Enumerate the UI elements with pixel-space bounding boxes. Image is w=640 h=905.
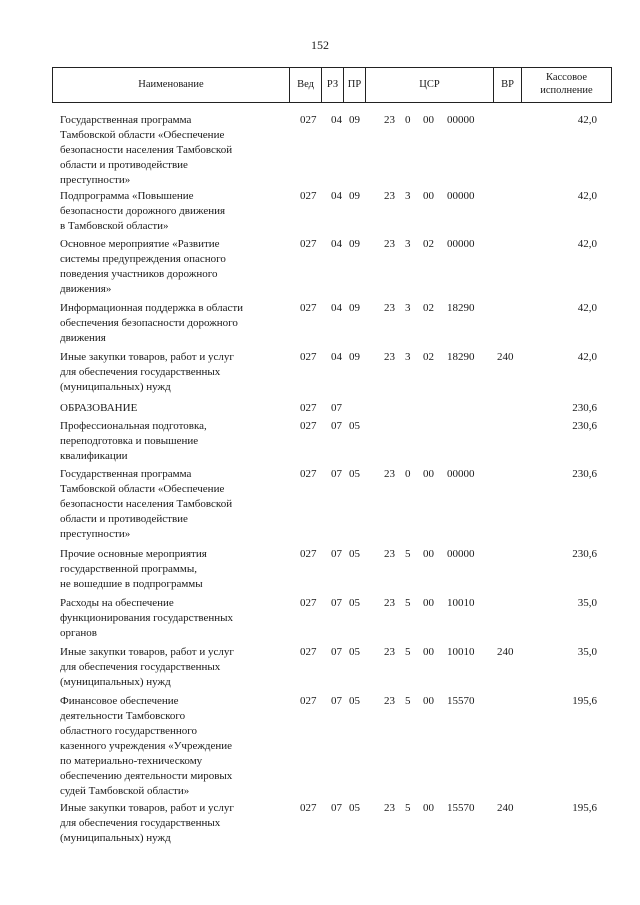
page-number: 152 bbox=[311, 38, 329, 52]
row-amount: 42,0 bbox=[577, 351, 597, 363]
row-pr: 09 bbox=[349, 190, 360, 202]
header-vr: ВР bbox=[493, 68, 521, 102]
row-csr-3: 00 bbox=[423, 114, 434, 126]
row-csr-3: 02 bbox=[423, 302, 434, 314]
row-ved: 027 bbox=[300, 646, 317, 658]
row-csr-2: 5 bbox=[405, 646, 411, 658]
row-csr-1: 23 bbox=[384, 190, 395, 202]
row-csr-2: 5 bbox=[405, 597, 411, 609]
row-csr-4: 18290 bbox=[447, 351, 475, 363]
row-amount: 42,0 bbox=[577, 190, 597, 202]
row-csr-3: 00 bbox=[423, 597, 434, 609]
row-amount: 195,6 bbox=[572, 802, 597, 814]
row-amount: 195,6 bbox=[572, 695, 597, 707]
row-csr-4: 00000 bbox=[447, 468, 475, 480]
row-ved: 027 bbox=[300, 802, 317, 814]
row-csr-3: 00 bbox=[423, 468, 434, 480]
header-name: Наименование bbox=[138, 78, 204, 90]
row-vr: 240 bbox=[497, 646, 514, 658]
header-ved: Вед bbox=[289, 68, 321, 102]
row-csr-4: 15570 bbox=[447, 695, 475, 707]
row-csr-4: 00000 bbox=[447, 190, 475, 202]
row-csr-3: 00 bbox=[423, 695, 434, 707]
row-ved: 027 bbox=[300, 114, 317, 126]
row-csr-3: 00 bbox=[423, 190, 434, 202]
row-vr: 240 bbox=[497, 802, 514, 814]
row-name: Профессиональная подготовка, переподготовка и повышение квалификации bbox=[60, 420, 207, 462]
row-ved: 027 bbox=[300, 302, 317, 314]
row-rz: 07 bbox=[331, 597, 342, 609]
row-amount: 35,0 bbox=[577, 646, 597, 658]
row-name: Подпрограмма «Повышение безопасности дорожного движения в Тамбовской области» bbox=[60, 190, 226, 232]
row-csr-2: 3 bbox=[405, 238, 411, 250]
row-csr-4: 18290 bbox=[447, 302, 475, 314]
row-ved: 027 bbox=[300, 468, 317, 480]
header-pr: ПР bbox=[343, 68, 365, 102]
row-csr-3: 02 bbox=[423, 238, 434, 250]
row-name: ОБРАЗОВАНИЕ bbox=[60, 402, 138, 414]
header-amount: Кассовое исполнение bbox=[521, 68, 611, 102]
row-rz: 04 bbox=[331, 238, 342, 250]
row-name: Финансовое обеспечение деятельности Тамбовского областного государственного казенного учреждения «Учреждение по материально-техническому обеспечению деятельности мировых судей Тамбовской области» bbox=[60, 695, 233, 797]
row-csr-3: 00 bbox=[423, 548, 434, 560]
row-ved: 027 bbox=[300, 597, 317, 609]
row-pr: 05 bbox=[349, 802, 360, 814]
row-name: Иные закупки товаров, работ и услуг для обеспечения государственных (муниципальных) нужд bbox=[60, 646, 234, 688]
row-csr-1: 23 bbox=[384, 468, 395, 480]
row-rz: 07 bbox=[331, 548, 342, 560]
row-name: Иные закупки товаров, работ и услуг для обеспечения государственных (муниципальных) нужд bbox=[60, 351, 234, 393]
row-rz: 04 bbox=[331, 114, 342, 126]
row-csr-2: 0 bbox=[405, 114, 411, 126]
row-csr-1: 23 bbox=[384, 548, 395, 560]
row-pr: 05 bbox=[349, 548, 360, 560]
row-amount: 230,6 bbox=[572, 402, 597, 414]
row-name: Государственная программа Тамбовской области «Обеспечение безопасности населения Тамбовской области и противодействие преступности» bbox=[60, 114, 233, 186]
row-csr-4: 10010 bbox=[447, 646, 475, 658]
row-rz: 04 bbox=[331, 190, 342, 202]
row-amount: 42,0 bbox=[577, 114, 597, 126]
row-amount: 230,6 bbox=[572, 548, 597, 560]
row-ved: 027 bbox=[300, 190, 317, 202]
row-pr: 05 bbox=[349, 695, 360, 707]
row-csr-1: 23 bbox=[384, 597, 395, 609]
row-rz: 07 bbox=[331, 646, 342, 658]
row-csr-4: 00000 bbox=[447, 548, 475, 560]
row-rz: 07 bbox=[331, 468, 342, 480]
row-csr-3: 00 bbox=[423, 802, 434, 814]
row-rz: 07 bbox=[331, 802, 342, 814]
row-pr: 09 bbox=[349, 302, 360, 314]
row-name: Прочие основные мероприятия государственной программы, не вошедшие в подпрограммы bbox=[60, 548, 207, 590]
row-csr-3: 00 bbox=[423, 646, 434, 658]
row-csr-2: 5 bbox=[405, 548, 411, 560]
row-pr: 05 bbox=[349, 646, 360, 658]
row-csr-4: 00000 bbox=[447, 114, 475, 126]
row-rz: 07 bbox=[331, 695, 342, 707]
row-ved: 027 bbox=[300, 548, 317, 560]
row-rz: 07 bbox=[331, 420, 342, 432]
row-csr-2: 3 bbox=[405, 351, 411, 363]
row-csr-4: 15570 bbox=[447, 802, 475, 814]
row-amount: 230,6 bbox=[572, 420, 597, 432]
header-rz: РЗ bbox=[321, 68, 343, 102]
row-csr-4: 10010 bbox=[447, 597, 475, 609]
row-pr: 09 bbox=[349, 351, 360, 363]
row-csr-1: 23 bbox=[384, 695, 395, 707]
row-rz: 07 bbox=[331, 402, 342, 414]
row-pr: 05 bbox=[349, 597, 360, 609]
row-amount: 42,0 bbox=[577, 238, 597, 250]
row-ved: 027 bbox=[300, 695, 317, 707]
row-ved: 027 bbox=[300, 238, 317, 250]
row-csr-2: 3 bbox=[405, 302, 411, 314]
row-name: Информационная поддержка в области обеспечения безопасности дорожного движения bbox=[60, 302, 244, 344]
header-csr: ЦСР bbox=[365, 68, 493, 102]
row-ved: 027 bbox=[300, 402, 317, 414]
row-name: Государственная программа Тамбовской области «Обеспечение безопасности населения Тамбовской области и противодействие преступности» bbox=[60, 468, 233, 540]
row-name: Иные закупки товаров, работ и услуг для обеспечения государственных (муниципальных) нужд bbox=[60, 802, 234, 844]
row-csr-1: 23 bbox=[384, 646, 395, 658]
row-name: Основное мероприятие «Развитие системы предупреждения опасного поведения участников дорожного движения» bbox=[60, 238, 226, 295]
row-ved: 027 bbox=[300, 420, 317, 432]
row-pr: 05 bbox=[349, 420, 360, 432]
row-pr: 09 bbox=[349, 114, 360, 126]
row-csr-1: 23 bbox=[384, 114, 395, 126]
row-csr-1: 23 bbox=[384, 802, 395, 814]
row-csr-2: 5 bbox=[405, 695, 411, 707]
row-csr-2: 0 bbox=[405, 468, 411, 480]
row-pr: 05 bbox=[349, 468, 360, 480]
row-csr-2: 5 bbox=[405, 802, 411, 814]
row-vr: 240 bbox=[497, 351, 514, 363]
row-pr: 09 bbox=[349, 238, 360, 250]
row-rz: 04 bbox=[331, 302, 342, 314]
row-ved: 027 bbox=[300, 351, 317, 363]
row-csr-1: 23 bbox=[384, 351, 395, 363]
row-amount: 230,6 bbox=[572, 468, 597, 480]
row-csr-1: 23 bbox=[384, 302, 395, 314]
row-amount: 35,0 bbox=[577, 597, 597, 609]
row-csr-2: 3 bbox=[405, 190, 411, 202]
row-csr-1: 23 bbox=[384, 238, 395, 250]
row-csr-3: 02 bbox=[423, 351, 434, 363]
row-rz: 04 bbox=[331, 351, 342, 363]
row-csr-4: 00000 bbox=[447, 238, 475, 250]
row-amount: 42,0 bbox=[577, 302, 597, 314]
row-name: Расходы на обеспечение функционирования государственных органов bbox=[60, 597, 234, 639]
